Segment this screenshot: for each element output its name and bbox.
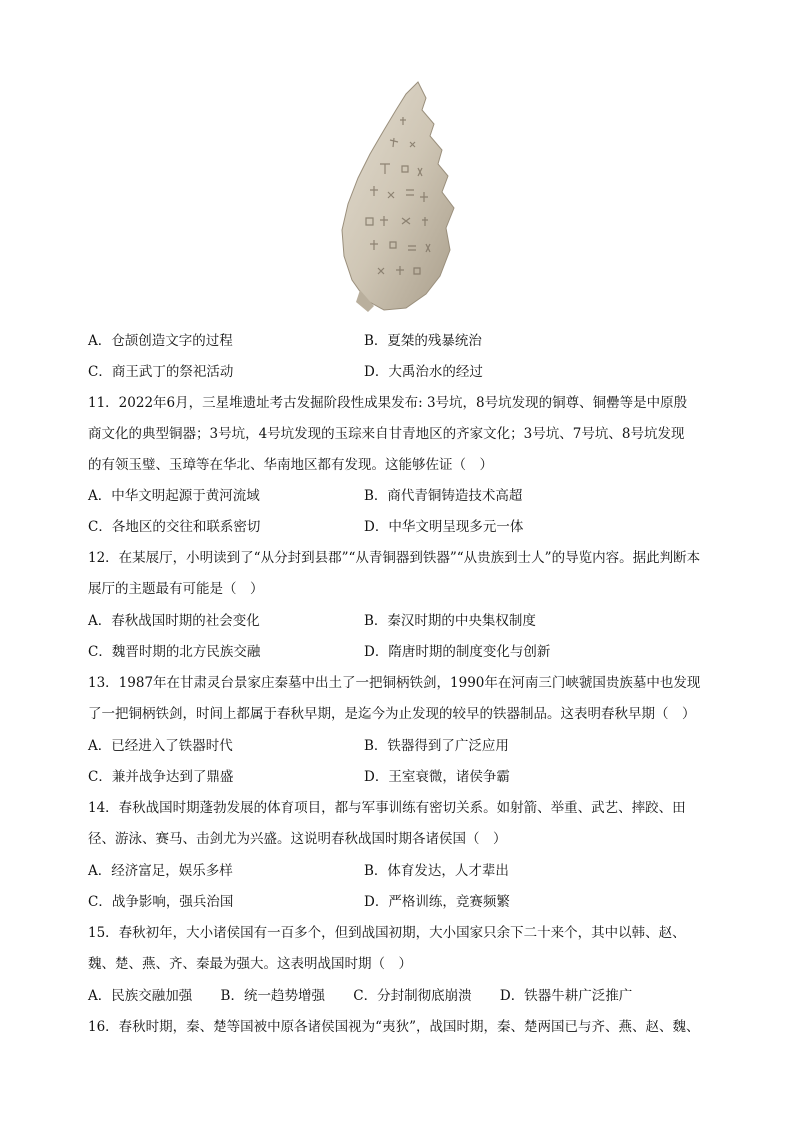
- q12-stem-line-2: 展厅的主题最有可能是（ ）: [88, 581, 264, 597]
- q11-option-b[interactable]: B．商代青铜铸造技术高超: [364, 488, 523, 504]
- q11-stem-line-3: 的有领玉璧、玉璋等在华北、华南地区都有发现。这能够佐证（ ）: [88, 457, 493, 473]
- q14-option-c[interactable]: C．战争影响，强兵治国: [88, 894, 234, 910]
- q13-option-a[interactable]: A．已经进入了铁器时代: [88, 738, 233, 754]
- q13-option-c[interactable]: C．兼并战争达到了鼎盛: [88, 769, 234, 785]
- q13-options-row-2: [88, 767, 728, 787]
- q11-option-a[interactable]: A．中华文明起源于黄河流域: [88, 488, 260, 504]
- q10-option-d[interactable]: D．大禹治水的经过: [364, 364, 483, 380]
- q14-option-a[interactable]: A．经济富足，娱乐多样: [88, 863, 233, 879]
- q15-option-a[interactable]: A．民族交融加强: [88, 988, 193, 1004]
- q12-options-row-2: [88, 642, 728, 662]
- q11-stem-line-1: 11．2022年6月，三星堆遗址考古发掘阶段性成果发布: 3号坑，8号坑发现的铜尊、铜罍等是中原殷: [88, 395, 688, 411]
- q15-stem-line-2: 魏、楚、燕、齐、秦最为强大。这表明战国时期（ ）: [88, 956, 412, 972]
- q13-option-b[interactable]: B．铁器得到了广泛应用: [364, 738, 509, 754]
- q14-option-b[interactable]: B．体育发达，人才辈出: [364, 863, 509, 879]
- q13-option-d[interactable]: D．王室衰微，诸侯争霸: [364, 769, 510, 785]
- q12-options-row-1: [88, 611, 728, 631]
- q10-option-c[interactable]: C．商王武丁的祭祀活动: [88, 364, 234, 380]
- q10-options-row-2: [88, 362, 728, 382]
- q15-option-b[interactable]: B．统一趋势增强: [220, 988, 325, 1004]
- q10-option-a[interactable]: A．仓颉创造文字的过程: [88, 333, 233, 349]
- q12-option-d[interactable]: D．隋唐时期的制度变化与创新: [364, 644, 551, 660]
- q14-option-d[interactable]: D．严格训练，竞赛频繁: [364, 894, 510, 910]
- q10-options-row-1: [88, 331, 728, 351]
- q15-option-d[interactable]: D．铁器牛耕广泛推广: [499, 988, 633, 1004]
- q13-options-row-1: [88, 736, 728, 756]
- q12-option-c[interactable]: C．魏晋时期的北方民族交融: [88, 644, 261, 660]
- q15-option-c[interactable]: C．分封制彻底崩溃: [353, 988, 472, 1004]
- q11-option-c[interactable]: C．各地区的交往和联系密切: [88, 519, 261, 535]
- q11-options-row-1: [88, 486, 728, 506]
- q12-option-a[interactable]: A．春秋战国时期的社会变化: [88, 613, 260, 629]
- q11-option-d[interactable]: D．中华文明呈现多元一体: [364, 519, 524, 535]
- q11-stem-line-2: 商文化的典型铜器；3号坑，4号坑发现的玉琮来自甘青地区的齐家文化；3号坑、7号坑、8号坑发现: [88, 426, 685, 442]
- q14-stem-line-2: 径、游泳、赛马、击剑尤为兴盛。这说明春秋战国时期各诸侯国（ ）: [88, 831, 507, 847]
- q12-option-b[interactable]: B．秦汉时期的中央集权制度: [364, 613, 536, 629]
- q10-option-b[interactable]: B．夏桀的残暴统治: [364, 333, 482, 349]
- q11-options-row-2: [88, 517, 728, 537]
- q14-options-row-2: [88, 892, 728, 912]
- q15-options-row: [88, 986, 656, 1006]
- q13-stem-line-2: 了一把铜柄铁剑，时间上都属于春秋早期，是迄今为止发现的较早的铁器制品。这表明春秋早期（ ）: [88, 706, 696, 722]
- q16-stem-line-1: 16．春秋时期，秦、楚等国被中原各诸侯国视为“夷狄”，战国时期，秦、楚两国已与齐、燕、赵、魏、: [88, 1019, 700, 1035]
- q15-stem-line-1: 15．春秋初年，大小诸侯国有一百多个，但到战国初期，大小国家只余下二十来个，其中以韩、赵、: [88, 925, 686, 941]
- q14-stem-line-1: 14．春秋战国时期蓬勃发展的体育项目，都与军事训练有密切关系。如射箭、举重、武艺、摔跤、田: [88, 800, 686, 816]
- q14-options-row-1: [88, 861, 728, 881]
- oracle-bone-image: [330, 80, 470, 320]
- q13-stem-line-1: 13．1987年在甘肃灵台景家庄秦墓中出土了一把铜柄铁剑，1990年在河南三门峡虢国贵族墓中也发现: [88, 675, 701, 691]
- q12-stem-line-1: 12．在某展厅，小明读到了“从分封到县郡”“从青铜器到铁器”“从贵族到士人”的导览内容。据此判断本: [88, 550, 701, 566]
